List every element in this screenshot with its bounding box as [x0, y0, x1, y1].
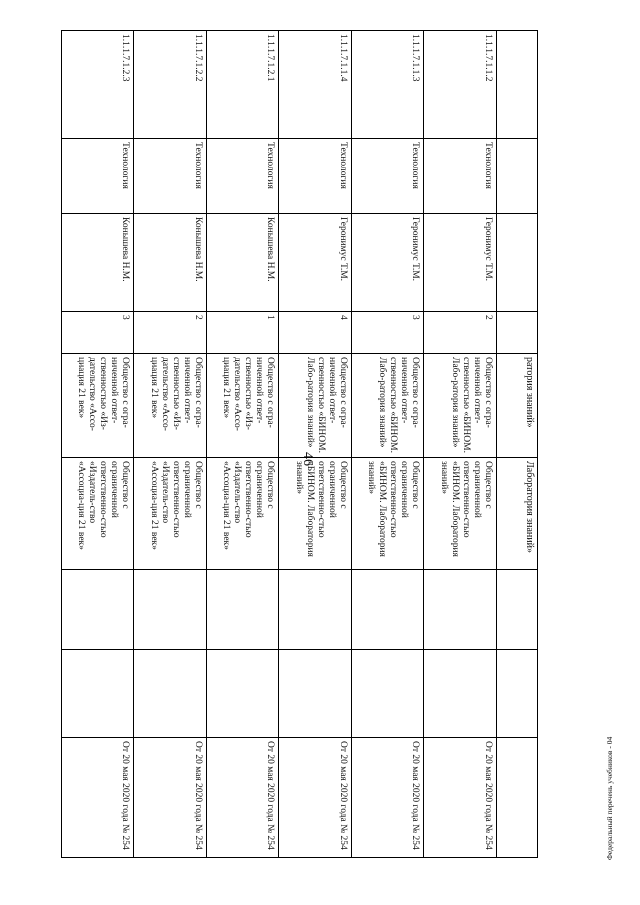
cell-publisher: Общество с огра-ниченной ответ-ственностью «БИНОМ. Лабо-ратория знаний»	[280, 354, 352, 458]
cell-empty-2	[207, 650, 279, 738]
cell-subject: Технология	[425, 139, 497, 214]
cell-subject: Технология	[352, 139, 424, 214]
cell-publisher: Общество с огра-ниченной ответ-ственностью «Из-дательство «Ассо-циация 21 век»	[207, 354, 279, 458]
cell-empty-1	[135, 570, 207, 650]
cell-empty-2	[425, 650, 497, 738]
cell-order: От 20 мая 2020 года № 254	[120, 741, 131, 850]
table-body	[61, 30, 496, 858]
cell-subject: Технология	[62, 139, 134, 214]
cell-order: От 20 мая 2020 года № 254	[338, 741, 348, 850]
cell-author: Геронимус Т.М.	[280, 214, 352, 312]
header-cell-order	[495, 738, 537, 858]
cell-subject: Технология	[135, 139, 207, 214]
cell-grade: 1	[207, 312, 279, 354]
cell-grade: 2	[425, 312, 497, 354]
cell-empty-2	[280, 650, 352, 738]
cell-grade: 2	[135, 312, 207, 354]
cell-subject: Технология	[280, 139, 352, 214]
header-cell-empty-1	[495, 570, 537, 650]
cell-publisher: Общество с огра-ниченной ответ-ственностью «Из-дательство «Ассо-циация 21 век»	[135, 354, 207, 458]
cell-empty-1	[425, 570, 497, 650]
cell-code: 1.1.1.7.1.2.2	[135, 31, 207, 139]
cell-code: 1.1.1.7.1.2.3	[62, 31, 134, 139]
cell-code: 1.1.1.7.1.1.2	[425, 31, 497, 139]
cell-empty-2	[62, 650, 134, 738]
table-row	[351, 30, 424, 858]
cell-order: От 20 мая 2020 года № 254	[410, 741, 421, 850]
cell-grade: 4	[280, 312, 352, 354]
cell-code: 1.1.1.7.1.2.1	[207, 31, 279, 139]
header-cell-grade	[495, 312, 537, 354]
table-row	[134, 30, 207, 858]
footer-note: Федеральный перечень учебников - 04	[605, 736, 614, 860]
cell-manufacturer: Общество с ограниченной ответственно-стью «Издатель-ство «Ассоциа-ция 21 век»	[135, 458, 207, 570]
cell-author: Геронимус Т.М.	[425, 214, 497, 312]
table-row	[206, 30, 279, 858]
page-number: 46	[300, 452, 315, 466]
table-row	[61, 30, 134, 858]
header-continuation-row	[496, 30, 538, 858]
cell-subject: Технология	[207, 139, 279, 214]
header-cell-subject	[495, 139, 537, 214]
cell-order: От 20 мая 2020 года № 254	[193, 741, 203, 850]
cell-publisher: Общество с огра-ниченной ответ-ственностью «Из-дательство «Ассо-циация 21 век»	[62, 354, 134, 458]
cell-publisher: Общество с огра-ниченной ответ-ственностью «БИНОМ. Лабо-ратория знаний»	[352, 354, 424, 458]
table-row	[279, 30, 352, 858]
cell-grade: 3	[352, 312, 424, 354]
cell-author: Конышева Н.М.	[135, 214, 207, 312]
textbook-table	[61, 30, 538, 858]
cell-manufacturer: Общество с ограниченной ответственно-стью «БИНОМ. Лаборатория знаний»	[352, 458, 424, 570]
cell-code: 1.1.1.7.1.1.4	[280, 31, 352, 139]
header-cell-empty-2	[495, 650, 537, 738]
cell-empty-1	[280, 570, 352, 650]
cell-empty-2	[135, 650, 207, 738]
header-cell-publisher: ратория знаний»	[495, 354, 537, 458]
header-cell-code	[495, 31, 537, 139]
cell-author: Конышева Н.М.	[207, 214, 279, 312]
cell-publisher: Общество с огра-ниченной ответ-ственностью «БИНОМ. Лабо-ратория знаний»	[425, 354, 497, 458]
cell-code: 1.1.1.7.1.1.3	[352, 31, 424, 139]
cell-empty-1	[352, 570, 424, 650]
cell-manufacturer: Общество с ограниченной ответственно-стью «Издатель-ство «Ассоциа-ция 21 век»	[207, 458, 279, 570]
cell-author: Геронимус Т.М.	[352, 214, 424, 312]
table-row	[424, 30, 497, 858]
header-cell-manufacturer: Лаборатория знаний»	[495, 458, 537, 570]
cell-order: От 20 мая 2020 года № 254	[265, 741, 276, 850]
cell-grade: 3	[62, 312, 134, 354]
cell-manufacturer: Общество с ограниченной ответственно-стью «БИНОМ. Лаборатория знаний»	[280, 458, 352, 570]
cell-manufacturer: Общество с ограниченной ответственно-стью «БИНОМ. Лаборатория знаний»	[425, 458, 497, 570]
header-cell-author	[495, 214, 537, 312]
cell-manufacturer: Общество с ограниченной ответственно-стью «Издатель-ство «Ассоциа-ция 21 век»	[62, 458, 134, 570]
cell-empty-1	[62, 570, 134, 650]
cell-empty-2	[352, 650, 424, 738]
cell-author: Конышева Н.М.	[62, 214, 134, 312]
cell-empty-1	[207, 570, 279, 650]
cell-order: От 20 мая 2020 года № 254	[483, 741, 493, 850]
